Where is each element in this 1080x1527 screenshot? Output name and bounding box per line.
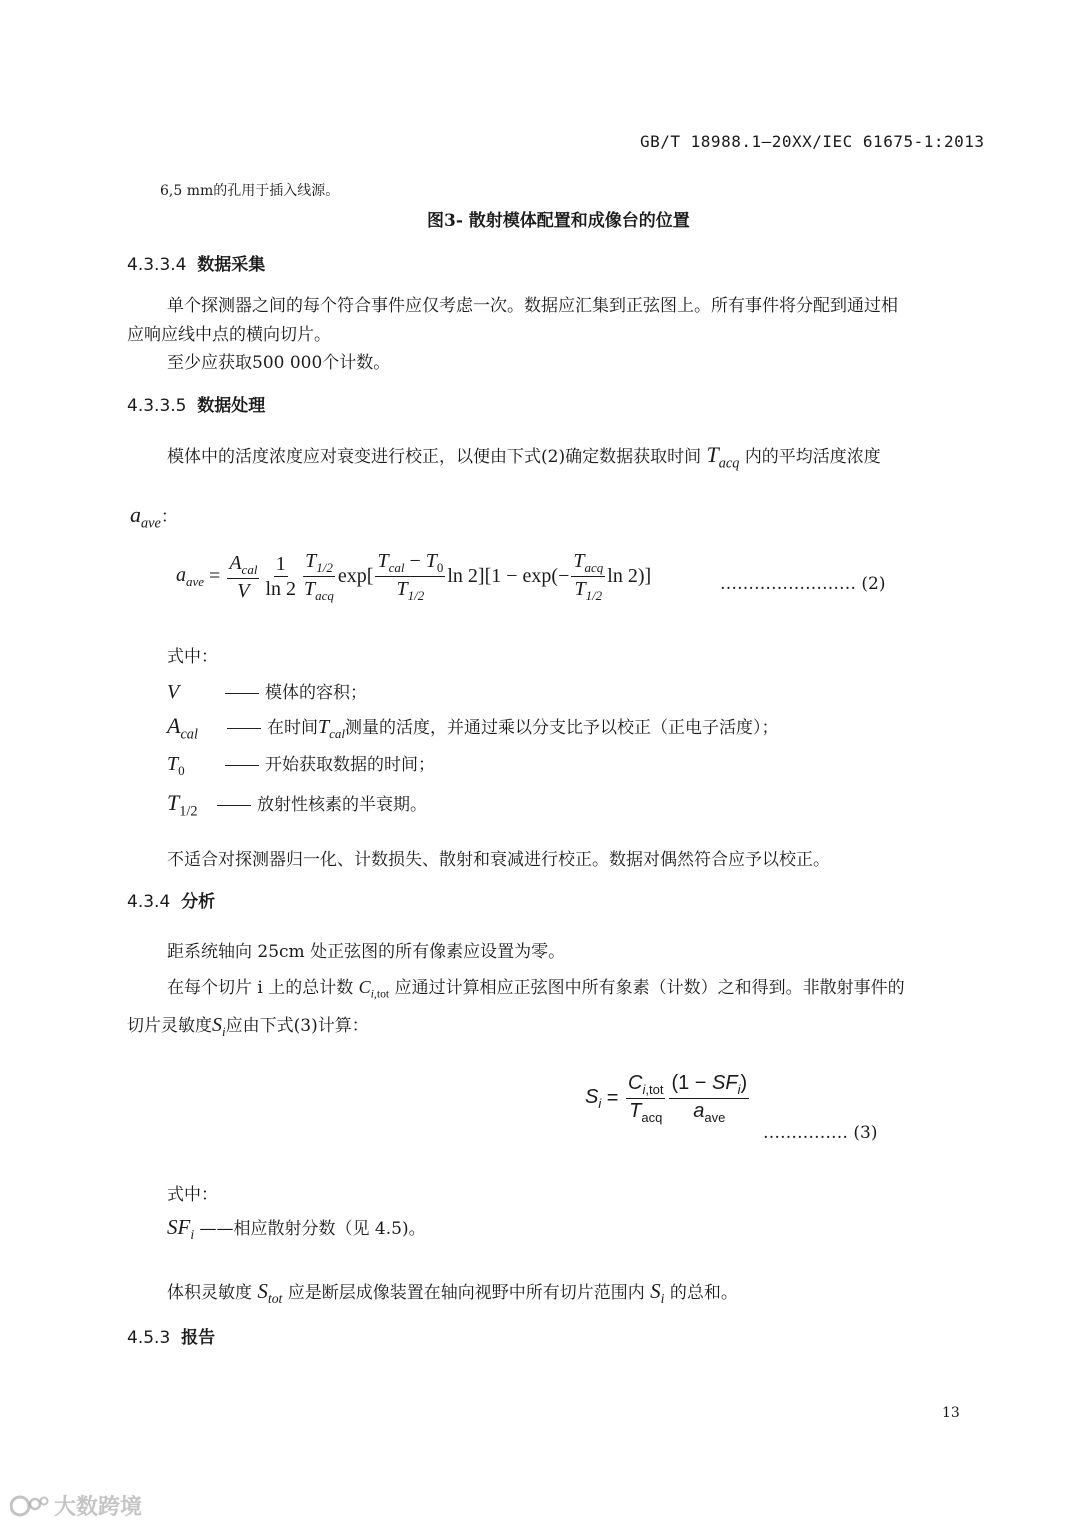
watermark-logo-icon bbox=[10, 1492, 50, 1520]
section-title: 数据处理 bbox=[197, 396, 266, 416]
definition-A-cal: $A_{cal}$ 在时间$T_{cal}$测量的活度，并通过乘以分支比予以校正（正电子活度）； bbox=[167, 713, 779, 743]
watermark bbox=[10, 1490, 142, 1521]
section-number: 4.3.3.4 bbox=[127, 255, 187, 275]
paragraph: 距系统轴向 25cm 处正弦图的所有像素应设置为零。 bbox=[167, 942, 566, 962]
standard-code: GB/T 18988.1—20XX/IEC 61675-1:2013 bbox=[640, 132, 985, 151]
equation-number-2: …………………… (2) bbox=[720, 574, 886, 594]
section-title: 数据采集 bbox=[197, 255, 266, 275]
paragraph: 至少应获取500 000个计数。 bbox=[167, 353, 391, 373]
paragraph: 在每个切片 i 上的总计数 $C_{i,tot}$ 应通过计算相应正弦图中所有象素（计数）之和得到。非散射事件的 bbox=[167, 977, 905, 1001]
where-label: 式中： bbox=[167, 647, 218, 667]
equation-3: $S_i$ = $\frac{C_{i,tot}}{T_{acq}}$ $\frac{(1 - SF_i)}{a_{ave}}$ bbox=[585, 1072, 748, 1126]
definition-T0: $T_0$ 开始获取数据的时间； bbox=[167, 753, 435, 778]
watermark-text: 大数跨境 bbox=[54, 1495, 143, 1520]
definition-T-half: $T_{1/2}$ 放射性核素的半衰期。 bbox=[167, 790, 427, 820]
math-T-acq: $T_{acq}$ bbox=[706, 442, 740, 472]
section-heading-434 bbox=[127, 887, 215, 912]
page-number: 13 bbox=[942, 1405, 960, 1421]
section-number: 4.3.4 bbox=[127, 892, 171, 912]
paragraph bbox=[167, 442, 881, 472]
section-title: 分析 bbox=[181, 892, 216, 912]
definition-SF: $SF_i$ ——相应散射分数（见 4.5)。 bbox=[167, 1215, 426, 1243]
math-a-ave: $a_{ave}$ bbox=[130, 502, 161, 532]
paragraph: 体积灵敏度 $S_{tot}$ 应是断层成像装置在轴向视野中所有切片范围内 $S_i$ 的总和。 bbox=[167, 1279, 738, 1307]
equation-2: $a_{ave}$ = $\frac{A_{cal}}{V}$ $\frac{1}{\ln 2}$ $\frac{T_{1/2}}{T_{acq}}$ exp[ $\frac{T_{cal} - T_0}{T_{1/2}}$ ln 2][1 − exp(− $\frac{T_{acq}}{T_{1/2}}$ ln 2)] bbox=[176, 550, 652, 604]
math-a-ave-line bbox=[130, 502, 178, 532]
paragraph: 切片灵敏度$S_i$应由下式(3)计算： bbox=[127, 1014, 369, 1039]
paragraph: 应响应线中点的横向切片。 bbox=[127, 325, 331, 345]
colon: ： bbox=[160, 507, 178, 527]
section-heading-4335 bbox=[127, 391, 265, 416]
paragraph: 不适合对探测器归一化、计数损失、散射和衰减进行校正。数据对偶然符合应予以校正。 bbox=[167, 850, 830, 870]
section-heading-4334 bbox=[127, 250, 265, 275]
paragraph: 单个探测器之间的每个符合事件应仅考虑一次。数据应汇集到正弦图上。所有事件将分配到通过相 bbox=[167, 296, 898, 316]
where-label: 式中： bbox=[167, 1185, 218, 1205]
paragraph-text: 内的平均活度浓度 bbox=[744, 447, 881, 467]
definition-V: V 模体的容积； bbox=[167, 681, 367, 703]
figure-caption: 图3- 散射模体配置和成像台的位置 bbox=[427, 211, 690, 231]
top-note: 6,5 mm的孔用于插入线源。 bbox=[160, 183, 340, 199]
section-title: 报告 bbox=[181, 1328, 216, 1348]
section-heading-453 bbox=[127, 1323, 215, 1348]
paragraph-text: 模体中的活度浓度应对衰变进行校正，以便由下式(2)确定数据获取时间 bbox=[167, 447, 702, 467]
equation-number-3: …………… (3) bbox=[763, 1123, 878, 1143]
section-number: 4.3.3.5 bbox=[127, 396, 187, 416]
section-number: 4.5.3 bbox=[127, 1328, 171, 1348]
